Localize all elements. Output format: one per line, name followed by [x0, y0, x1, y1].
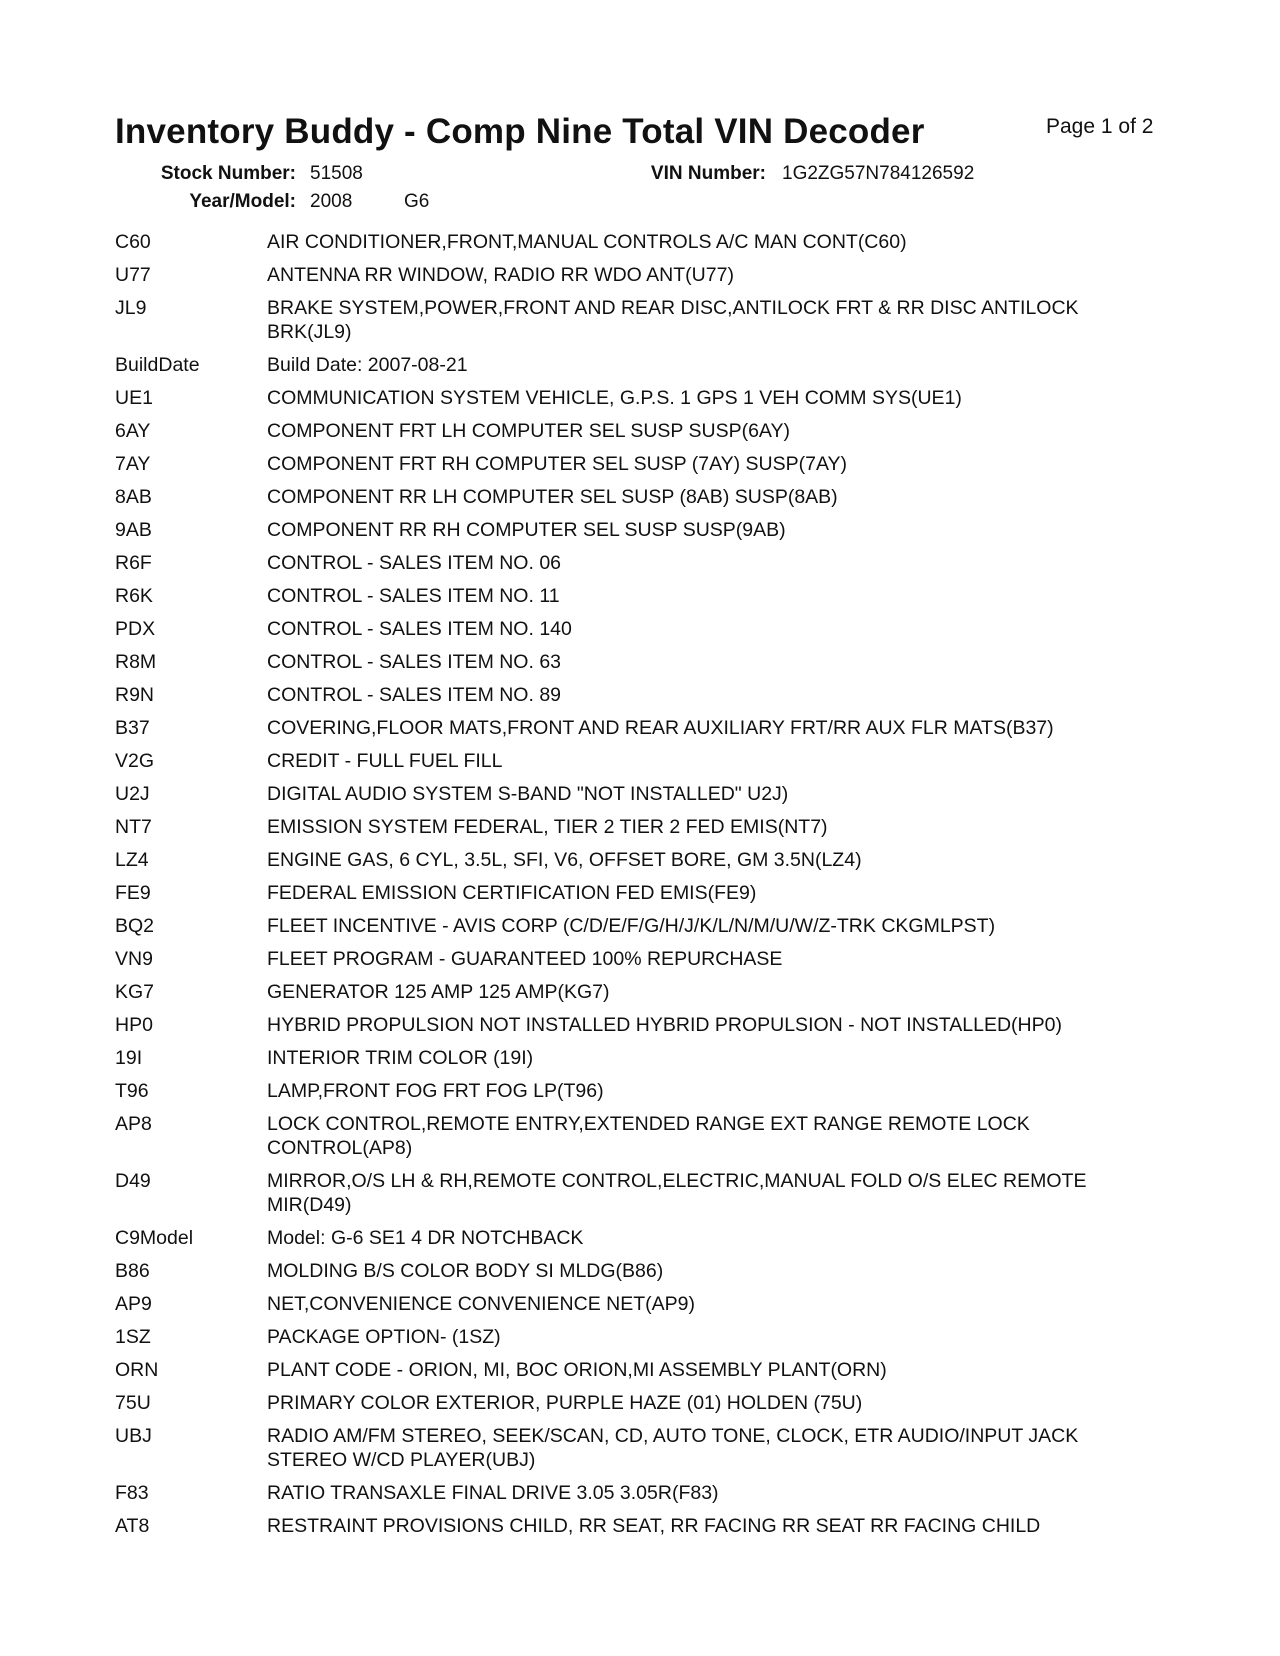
- option-code-row: [115, 1481, 1160, 1505]
- option-code: AP9: [115, 1293, 152, 1315]
- option-description: INTERIOR TRIM COLOR (19I): [267, 1047, 534, 1069]
- option-code: NT7: [115, 816, 152, 838]
- option-code: 7AY: [115, 453, 151, 475]
- option-code-row: [115, 551, 1160, 575]
- option-code-row: [115, 947, 1160, 971]
- option-description: FLEET PROGRAM - GUARANTEED 100% REPURCHASE: [267, 948, 783, 970]
- option-code-row: [115, 980, 1160, 1004]
- option-code: R8M: [115, 651, 157, 673]
- option-code: R9N: [115, 684, 155, 706]
- option-description: MOLDING B/S COLOR BODY SI MLDG(B86): [267, 1260, 664, 1282]
- option-description: CONTROL - SALES ITEM NO. 89: [267, 684, 562, 706]
- option-description: PRIMARY COLOR EXTERIOR, PURPLE HAZE (01) HOLDEN (75U): [267, 1392, 863, 1414]
- option-code-row: [115, 782, 1160, 806]
- option-description: PACKAGE OPTION- (1SZ): [267, 1326, 501, 1348]
- option-code: 75U: [115, 1392, 151, 1414]
- option-description: COMPONENT FRT LH COMPUTER SEL SUSP SUSP(6AY): [267, 420, 790, 442]
- stock-number-value: 51508: [310, 163, 363, 184]
- option-code-row: [115, 386, 1160, 410]
- option-code-row: [115, 1514, 1160, 1538]
- option-description: LAMP,FRONT FOG FRT FOG LP(T96): [267, 1080, 604, 1102]
- option-description: CONTROL - SALES ITEM NO. 140: [267, 618, 572, 640]
- option-description: LOCK CONTROL,REMOTE ENTRY,EXTENDED RANGE EXT RANGE REMOTE LOCK CONTROL(AP8): [267, 1113, 1030, 1159]
- option-code: HP0: [115, 1014, 153, 1036]
- option-code: VN9: [115, 948, 153, 970]
- option-code-row: [115, 1112, 1160, 1160]
- option-code: R6F: [115, 552, 152, 574]
- option-description: ENGINE GAS, 6 CYL, 3.5L, SFI, V6, OFFSET BORE, GM 3.5N(LZ4): [267, 849, 862, 871]
- option-code-row: [115, 914, 1160, 938]
- option-code: C9Model: [115, 1227, 194, 1249]
- option-code: PDX: [115, 618, 156, 640]
- option-code-row: [115, 230, 1160, 254]
- option-description: HYBRID PROPULSION NOT INSTALLED HYBRID PROPULSION - NOT INSTALLED(HP0): [267, 1014, 1062, 1036]
- option-code: U77: [115, 264, 151, 286]
- option-code: U2J: [115, 783, 150, 805]
- option-description: CONTROL - SALES ITEM NO. 11: [267, 585, 560, 607]
- option-code-row: [115, 518, 1160, 542]
- option-code: 1SZ: [115, 1326, 151, 1348]
- option-code: F83: [115, 1482, 149, 1504]
- option-code-row: [115, 296, 1160, 344]
- option-code-row: [115, 584, 1160, 608]
- option-description: Model: G-6 SE1 4 DR NOTCHBACK: [267, 1227, 584, 1249]
- option-code-row: [115, 263, 1160, 287]
- option-code-row: [115, 1079, 1160, 1103]
- option-code-row: [115, 1424, 1160, 1472]
- option-code: KG7: [115, 981, 155, 1003]
- document-title: Inventory Buddy - Comp Nine Total VIN Decoder: [115, 112, 925, 151]
- option-code-row: [115, 1226, 1160, 1250]
- option-code-row: [115, 848, 1160, 872]
- option-description: PLANT CODE - ORION, MI, BOC ORION,MI ASSEMBLY PLANT(ORN): [267, 1359, 887, 1381]
- option-description: NET,CONVENIENCE CONVENIENCE NET(AP9): [267, 1293, 695, 1315]
- option-code: ORN: [115, 1359, 159, 1381]
- option-description: CREDIT - FULL FUEL FILL: [267, 750, 503, 772]
- option-description: COMPONENT RR LH COMPUTER SEL SUSP (8AB) SUSP(8AB): [267, 486, 838, 508]
- option-code-row: [115, 419, 1160, 443]
- option-code: UE1: [115, 387, 153, 409]
- option-code-row: [115, 1292, 1160, 1316]
- vin-number-value: 1G2ZG57N784126592: [782, 163, 975, 184]
- year-model-label: Year/Model:: [189, 191, 296, 212]
- option-code: C60: [115, 231, 151, 253]
- option-description: Build Date: 2007-08-21: [267, 354, 468, 376]
- option-description: COVERING,FLOOR MATS,FRONT AND REAR AUXILIARY FRT/RR AUX FLR MATS(B37): [267, 717, 1054, 739]
- option-description: COMMUNICATION SYSTEM VEHICLE, G.P.S. 1 GPS 1 VEH COMM SYS(UE1): [267, 387, 962, 409]
- option-description: RATIO TRANSAXLE FINAL DRIVE 3.05 3.05R(F83): [267, 1482, 719, 1504]
- option-description: AIR CONDITIONER,FRONT,MANUAL CONTROLS A/C MAN CONT(C60): [267, 231, 907, 253]
- option-code-row: [115, 452, 1160, 476]
- option-code-row: [115, 1046, 1160, 1070]
- option-code: B37: [115, 717, 150, 739]
- option-code-row: [115, 617, 1160, 641]
- option-code-list: [115, 230, 1160, 1547]
- option-code-row: [115, 1259, 1160, 1283]
- model-value: G6: [404, 191, 430, 212]
- option-code: R6K: [115, 585, 153, 607]
- option-code: UBJ: [115, 1425, 152, 1447]
- option-code-row: [115, 485, 1160, 509]
- option-code-row: [115, 716, 1160, 740]
- option-code: D49: [115, 1170, 151, 1192]
- option-code-row: [115, 650, 1160, 674]
- option-code-row: [115, 1325, 1160, 1349]
- option-code: FE9: [115, 882, 151, 904]
- stock-number-label: Stock Number:: [160, 163, 296, 184]
- option-description: FLEET INCENTIVE - AVIS CORP (C/D/E/F/G/H/J/K/L/N/M/U/W/Z-TRK CKGMLPST): [267, 915, 996, 937]
- year-value: 2008: [310, 191, 353, 212]
- option-code-row: [115, 1169, 1160, 1217]
- option-code: 19I: [115, 1047, 143, 1069]
- option-code-row: [115, 1391, 1160, 1415]
- option-description: GENERATOR 125 AMP 125 AMP(KG7): [267, 981, 610, 1003]
- option-code: LZ4: [115, 849, 149, 871]
- option-code-row: [115, 1013, 1160, 1037]
- vin-number-label: VIN Number:: [650, 163, 766, 184]
- option-code-row: [115, 683, 1160, 707]
- option-code: T96: [115, 1080, 149, 1102]
- option-code: BQ2: [115, 915, 155, 937]
- option-code: 6AY: [115, 420, 151, 442]
- option-code: 8AB: [115, 486, 152, 508]
- option-description: EMISSION SYSTEM FEDERAL, TIER 2 TIER 2 FED EMIS(NT7): [267, 816, 828, 838]
- option-description: ANTENNA RR WINDOW, RADIO RR WDO ANT(U77): [267, 264, 734, 286]
- option-code-row: [115, 815, 1160, 839]
- option-code-row: [115, 749, 1160, 773]
- option-code: AT8: [115, 1515, 150, 1537]
- option-description: CONTROL - SALES ITEM NO. 63: [267, 651, 562, 673]
- option-code: V2G: [115, 750, 155, 772]
- option-code-row: [115, 881, 1160, 905]
- option-description: COMPONENT FRT RH COMPUTER SEL SUSP (7AY) SUSP(7AY): [267, 453, 848, 475]
- page-indicator: Page 1 of 2: [1046, 115, 1154, 138]
- option-description: DIGITAL AUDIO SYSTEM S-BAND "NOT INSTALLED" U2J): [267, 783, 789, 805]
- option-description: CONTROL - SALES ITEM NO. 06: [267, 552, 562, 574]
- option-code-row: [115, 353, 1160, 377]
- option-code: B86: [115, 1260, 150, 1282]
- option-code: AP8: [115, 1113, 152, 1135]
- option-code-row: [115, 1358, 1160, 1382]
- option-description: BRAKE SYSTEM,POWER,FRONT AND REAR DISC,ANTILOCK FRT & RR DISC ANTILOCK BRK(JL9): [267, 297, 1079, 343]
- option-description: RADIO AM/FM STEREO, SEEK/SCAN, CD, AUTO TONE, CLOCK, ETR AUDIO/INPUT JACK STEREO W/CD PLAYER(UBJ): [267, 1425, 1079, 1471]
- option-description: COMPONENT RR RH COMPUTER SEL SUSP SUSP(9AB): [267, 519, 786, 541]
- option-description: RESTRAINT PROVISIONS CHILD, RR SEAT, RR FACING RR SEAT RR FACING CHILD: [267, 1515, 1041, 1537]
- option-code: BuildDate: [115, 354, 200, 376]
- option-code: 9AB: [115, 519, 152, 541]
- option-description: FEDERAL EMISSION CERTIFICATION FED EMIS(FE9): [267, 882, 757, 904]
- option-code: JL9: [115, 297, 147, 319]
- option-description: MIRROR,O/S LH & RH,REMOTE CONTROL,ELECTRIC,MANUAL FOLD O/S ELEC REMOTE MIR(D49): [267, 1170, 1087, 1216]
